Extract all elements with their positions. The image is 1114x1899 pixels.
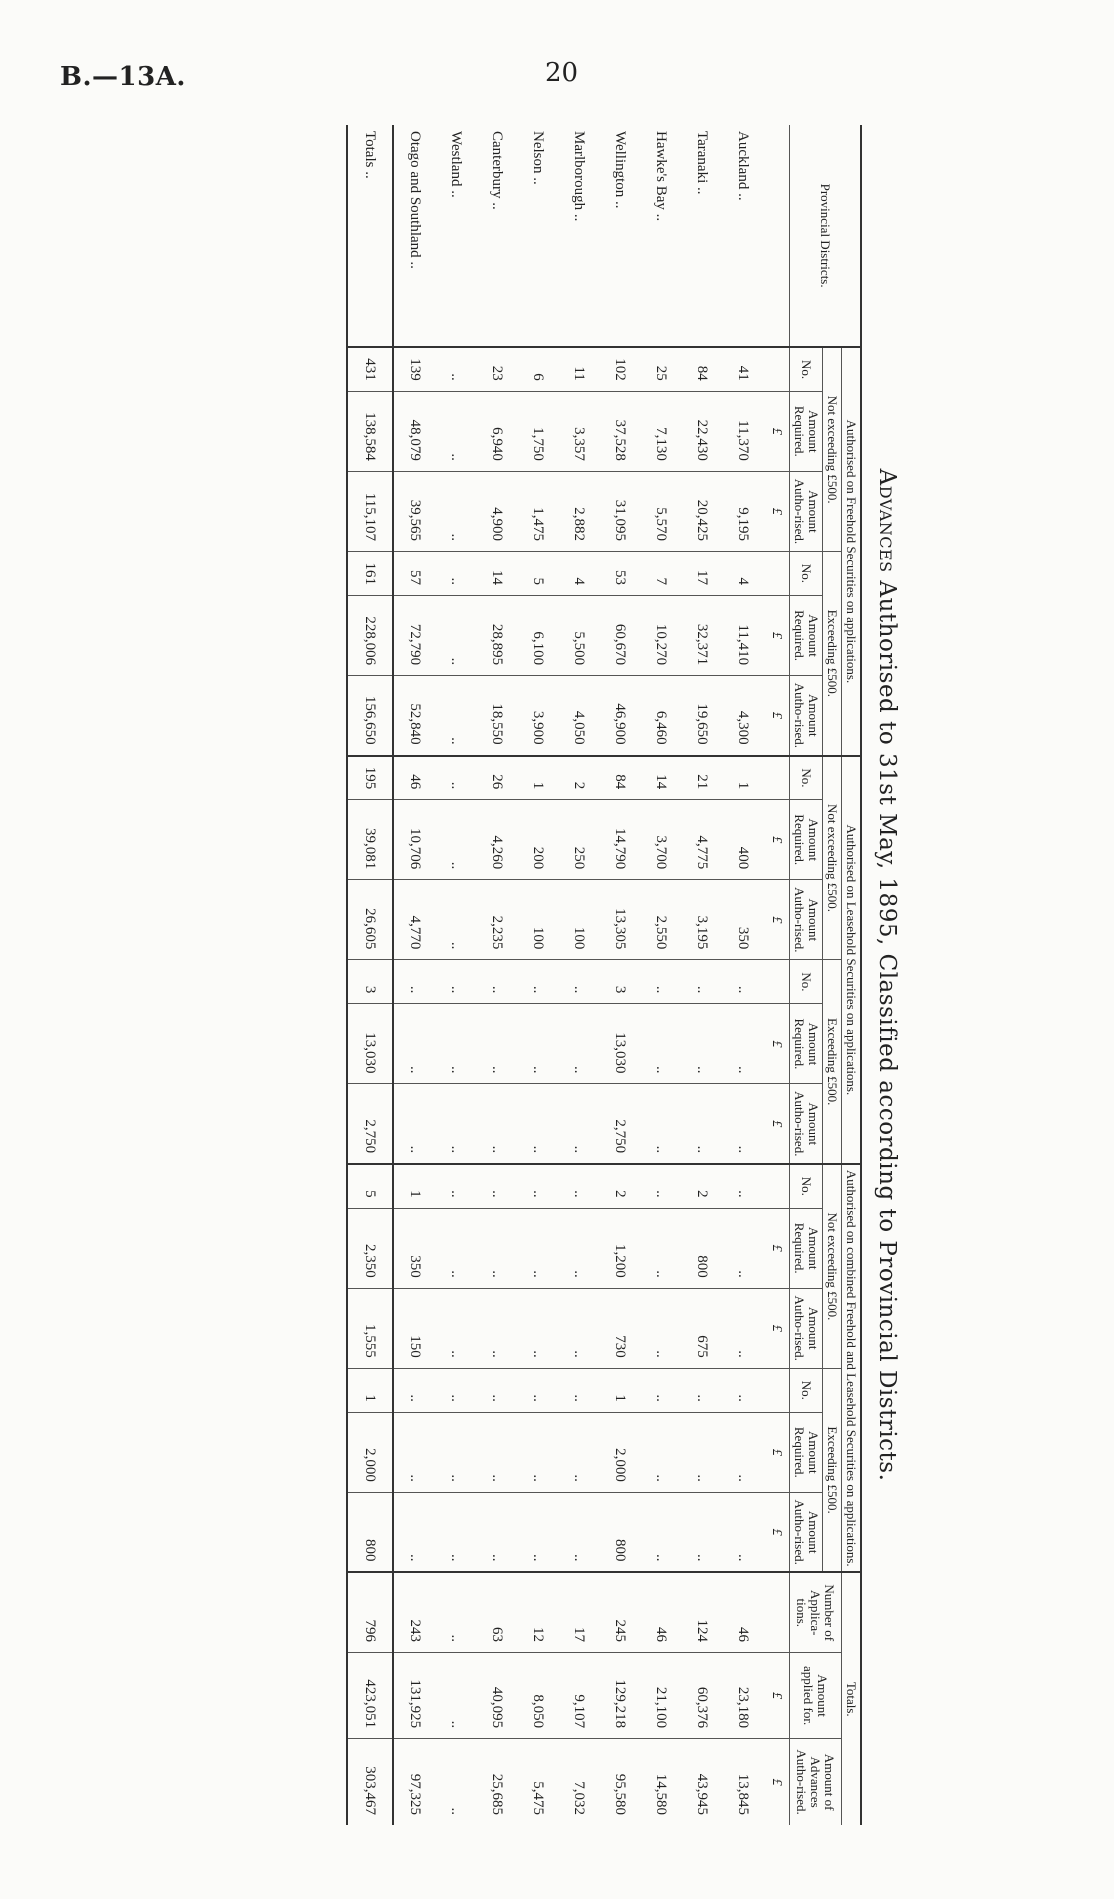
table-cell: ..	[435, 1653, 476, 1739]
table-cell: 60,670	[599, 596, 640, 676]
table-row	[517, 125, 558, 1825]
table-cell: 63	[476, 1572, 517, 1652]
table-cell: 5,500	[558, 596, 599, 676]
table-cell: 800	[347, 1492, 393, 1572]
table-cell: 7,130	[640, 391, 681, 471]
table-cell: ..	[435, 1492, 476, 1572]
table-cell: 138,584	[347, 391, 393, 471]
table-cell: ..	[393, 1368, 435, 1412]
table-cell: ..	[435, 1739, 476, 1825]
table-cell: 6	[517, 347, 558, 391]
district-name: Taranaki ..	[694, 131, 710, 195]
col-no: No.	[790, 1164, 823, 1208]
table-cell: 21,100	[640, 1653, 681, 1739]
table-cell: ..	[517, 1288, 558, 1368]
table-cell: ..	[476, 1492, 517, 1572]
table-cell: 431	[347, 347, 393, 391]
table-cell: ..	[558, 1164, 599, 1208]
table-body	[347, 125, 790, 1825]
table-cell: ..	[722, 1164, 763, 1208]
table-cell: 46	[722, 1572, 763, 1652]
table-cell: 19,650	[681, 676, 722, 756]
table-cell: 37,528	[599, 391, 640, 471]
table-cell: 10,270	[640, 596, 681, 676]
freehold-not-exceeding: Not exceeding £500.	[823, 347, 842, 551]
table-cell: 730	[599, 1288, 640, 1368]
table-cell: 46	[640, 1572, 681, 1652]
table-cell: 13,030	[599, 1004, 640, 1084]
table-cell: 1	[347, 1368, 393, 1412]
table-cell: 43,945	[681, 1739, 722, 1825]
table-cell: 12	[517, 1572, 558, 1652]
table-cell: 84	[681, 347, 722, 391]
col-required: Amount Required.	[790, 596, 823, 676]
table-cell: 26	[476, 756, 517, 800]
table-cell: 17	[681, 551, 722, 595]
table-cell: ..	[640, 1368, 681, 1412]
table-cell: ..	[476, 1412, 517, 1492]
table-cell: ..	[435, 756, 476, 800]
table-cell: ..	[558, 1288, 599, 1368]
table-cell: ..	[558, 1368, 599, 1412]
table-cell: ..	[722, 1412, 763, 1492]
table-row	[599, 125, 640, 1825]
col-authorised: Amount Autho-rised.	[790, 880, 823, 960]
col-no: No.	[790, 347, 823, 391]
table-cell: ..	[681, 1412, 722, 1492]
table-cell: ..	[393, 1412, 435, 1492]
table-cell: ..	[476, 1208, 517, 1288]
col-authorised: Amount Autho-rised.	[790, 471, 823, 551]
table-cell: 14	[640, 756, 681, 800]
table-cell: 39,565	[393, 471, 435, 551]
table-cell: 2,750	[347, 1084, 393, 1164]
table-cell: 150	[393, 1288, 435, 1368]
table-cell: 1	[517, 756, 558, 800]
table-cell: ..	[435, 596, 476, 676]
table-cell: 2,550	[640, 880, 681, 960]
district-name: Auckland ..	[735, 131, 751, 201]
totals-authorised-header: Amount of Advances Autho-rised.	[790, 1739, 842, 1825]
combined-not-exceeding: Not exceeding £500.	[823, 1164, 842, 1368]
table-cell: ..	[640, 1492, 681, 1572]
table-cell: 2,882	[558, 471, 599, 551]
table-cell: 7,032	[558, 1739, 599, 1825]
table-cell: 3,700	[640, 800, 681, 880]
district-name: Westland ..	[448, 131, 464, 198]
table-cell: ..	[517, 960, 558, 1004]
leasehold-exceeding: Exceeding £500.	[823, 960, 842, 1164]
table-cell: ..	[558, 1004, 599, 1084]
table-cell: 52,840	[393, 676, 435, 756]
table-cell: ..	[435, 347, 476, 391]
table-cell: ..	[681, 1492, 722, 1572]
table-cell: ..	[640, 1208, 681, 1288]
table-cell: 57	[393, 551, 435, 595]
table-cell: 13,030	[347, 1004, 393, 1084]
table-cell: 2,750	[599, 1084, 640, 1164]
table-cell: 23,180	[722, 1653, 763, 1739]
table-cell: ..	[722, 1084, 763, 1164]
col-required: Amount Required.	[790, 1412, 823, 1492]
table-cell: 1,555	[347, 1288, 393, 1368]
col-required: Amount Required.	[790, 391, 823, 471]
table-cell: 9,195	[722, 471, 763, 551]
table-cell: 102	[599, 347, 640, 391]
table-cell: 195	[347, 756, 393, 800]
table-cell: 2	[558, 756, 599, 800]
table-cell: 10,706	[393, 800, 435, 880]
table-cell: ..	[640, 1288, 681, 1368]
table-cell: 2	[599, 1164, 640, 1208]
table-cell: 5	[517, 551, 558, 595]
leasehold-header: Authorised on Leasehold Securities on applications.	[842, 756, 862, 1164]
table-cell: 13,305	[599, 880, 640, 960]
table-cell: ..	[393, 1492, 435, 1572]
freehold-exceeding: Exceeding £500.	[823, 551, 842, 755]
table-cell: 3,357	[558, 391, 599, 471]
table-title: Advances Authorised to 31st May, 1895, Classified according to Provincial Districts.	[874, 468, 900, 1482]
table-cell: 5,475	[517, 1739, 558, 1825]
district-name: Marlborough ..	[571, 131, 587, 222]
table-cell: 4	[558, 551, 599, 595]
col-authorised: Amount Autho-rised.	[790, 676, 823, 756]
table-cell: ..	[435, 391, 476, 471]
leasehold-not-exceeding: Not exceeding £500.	[823, 756, 842, 960]
district-name: Otago and Southland ..	[407, 131, 423, 269]
table-cell: 60,376	[681, 1653, 722, 1739]
col-no: No.	[790, 551, 823, 595]
table-cell: ..	[435, 960, 476, 1004]
table-cell: ..	[722, 1368, 763, 1412]
table-cell: ..	[476, 1164, 517, 1208]
table-cell: 1	[722, 756, 763, 800]
district-name: Wellington ..	[612, 131, 628, 209]
table-cell: ..	[722, 1288, 763, 1368]
table-cell: 3	[347, 960, 393, 1004]
table-row	[393, 125, 435, 1825]
table-cell: ..	[558, 960, 599, 1004]
table-cell: 100	[558, 880, 599, 960]
district-name: Hawke's Bay ..	[653, 131, 669, 222]
table-cell: 796	[347, 1572, 393, 1652]
table-cell: ..	[435, 800, 476, 880]
table-cell: 32,371	[681, 596, 722, 676]
table-cell: 4,775	[681, 800, 722, 880]
table-cell: 6,100	[517, 596, 558, 676]
table-row	[640, 125, 681, 1825]
table-cell: ..	[558, 1412, 599, 1492]
table-cell: ..	[517, 1084, 558, 1164]
table-cell: 2,350	[347, 1208, 393, 1288]
table-cell: 200	[517, 800, 558, 880]
table-cell: 228,006	[347, 596, 393, 676]
table-cell: ..	[435, 1208, 476, 1288]
table-cell: 22,430	[681, 391, 722, 471]
col-no: No.	[790, 756, 823, 800]
table-cell: 4,900	[476, 471, 517, 551]
table-cell: 3	[599, 960, 640, 1004]
table-cell: 4,300	[722, 676, 763, 756]
page-number: 20	[545, 58, 579, 88]
table-cell: ..	[722, 1492, 763, 1572]
table-cell: ..	[558, 1492, 599, 1572]
table-cell: 3,195	[681, 880, 722, 960]
table-cell: 1	[393, 1164, 435, 1208]
table-cell: 7	[640, 551, 681, 595]
table-cell: 129,218	[599, 1653, 640, 1739]
table-cell: 800	[599, 1492, 640, 1572]
table-cell: 131,925	[393, 1653, 435, 1739]
table-cell: 115,107	[347, 471, 393, 551]
table-cell: 21	[681, 756, 722, 800]
table-cell: ..	[722, 1004, 763, 1084]
table-cell: 1,200	[599, 1208, 640, 1288]
table-cell: 18,550	[476, 676, 517, 756]
table-cell: ..	[435, 676, 476, 756]
table-cell: 28,895	[476, 596, 517, 676]
table-cell: 13,845	[722, 1739, 763, 1825]
table-cell: ..	[640, 1412, 681, 1492]
table-cell: 243	[393, 1572, 435, 1652]
table-cell: 1	[599, 1368, 640, 1412]
col-required: Amount Required.	[790, 1208, 823, 1288]
table-cell: 100	[517, 880, 558, 960]
totals-row	[347, 125, 393, 1825]
table-cell: ..	[558, 1084, 599, 1164]
table-cell: 8,050	[517, 1653, 558, 1739]
table-cell: ..	[640, 960, 681, 1004]
table-cell: ..	[681, 1368, 722, 1412]
table-cell: 4,260	[476, 800, 517, 880]
table-cell: ..	[435, 1004, 476, 1084]
table-cell: 675	[681, 1288, 722, 1368]
table-cell: ..	[722, 960, 763, 1004]
table-cell: ..	[681, 960, 722, 1004]
table-cell: 95,580	[599, 1739, 640, 1825]
table-cell: 14,790	[599, 800, 640, 880]
table-cell: 9,107	[558, 1653, 599, 1739]
col-authorised: Amount Autho-rised.	[790, 1084, 823, 1164]
table-cell: ..	[517, 1412, 558, 1492]
table-cell: 2,000	[599, 1412, 640, 1492]
table-cell: ..	[517, 1368, 558, 1412]
table-cell: 3,900	[517, 676, 558, 756]
table-cell: ..	[435, 1084, 476, 1164]
table-cell: 423,051	[347, 1653, 393, 1739]
district-header: Provincial Districts.	[790, 125, 862, 347]
totals-number-header: Number of Applica-tions.	[790, 1572, 842, 1652]
table-cell: 4	[722, 551, 763, 595]
table-cell: 5	[347, 1164, 393, 1208]
totals-applied-header: Amount applied for.	[790, 1653, 842, 1739]
table-cell: 14,580	[640, 1739, 681, 1825]
col-required: Amount Required.	[790, 800, 823, 880]
table-cell: ..	[435, 1368, 476, 1412]
table-cell: ..	[640, 1084, 681, 1164]
table-cell: ..	[681, 1004, 722, 1084]
table-cell: 6,940	[476, 391, 517, 471]
table-cell: ..	[640, 1004, 681, 1084]
table-cell: 4,770	[393, 880, 435, 960]
table-cell: 17	[558, 1572, 599, 1652]
table-cell: 139	[393, 347, 435, 391]
table-cell: ..	[476, 1004, 517, 1084]
col-authorised: Amount Autho-rised.	[790, 1492, 823, 1572]
table-cell: ..	[517, 1492, 558, 1572]
table-cell: 97,325	[393, 1739, 435, 1825]
table-cell: ..	[435, 551, 476, 595]
table-cell: ..	[435, 1412, 476, 1492]
table-cell: 124	[681, 1572, 722, 1652]
table-cell: 161	[347, 551, 393, 595]
table-row	[476, 125, 517, 1825]
table-cell: ..	[476, 1368, 517, 1412]
table-cell: 23	[476, 347, 517, 391]
table-cell: 156,650	[347, 676, 393, 756]
col-required: Amount Required.	[790, 1004, 823, 1084]
table-cell: 26,605	[347, 880, 393, 960]
table-cell: 250	[558, 800, 599, 880]
table-cell: ..	[393, 960, 435, 1004]
table-cell: 39,081	[347, 800, 393, 880]
table-row	[681, 125, 722, 1825]
table-cell: ..	[722, 1208, 763, 1288]
table-cell: 25,685	[476, 1739, 517, 1825]
table-cell: ..	[476, 1288, 517, 1368]
table-cell: ..	[476, 960, 517, 1004]
col-no: No.	[790, 1368, 823, 1412]
table-cell: 11,370	[722, 391, 763, 471]
table-cell: 5,570	[640, 471, 681, 551]
table-cell: 2	[681, 1164, 722, 1208]
page-reference: B.—13A.	[60, 62, 186, 92]
table-cell: ..	[435, 1288, 476, 1368]
table-cell: 53	[599, 551, 640, 595]
table-cell: 350	[393, 1208, 435, 1288]
table-cell: 2,235	[476, 880, 517, 960]
advances-table	[346, 125, 862, 1825]
table-cell: 11,410	[722, 596, 763, 676]
district-name: Totals ..	[347, 125, 393, 347]
table-cell: 41	[722, 347, 763, 391]
table-cell: 40,095	[476, 1653, 517, 1739]
table-cell: ..	[517, 1004, 558, 1084]
table-cell: ..	[435, 1572, 476, 1652]
table-row	[435, 125, 476, 1825]
combined-header: Authorised on combined Freehold and Leasehold Securities on applications.	[842, 1164, 862, 1572]
table-cell: 303,467	[347, 1739, 393, 1825]
table-cell: ..	[517, 1208, 558, 1288]
table-cell: ..	[681, 1084, 722, 1164]
district-name: Canterbury ..	[489, 131, 505, 210]
table-cell: 1,475	[517, 471, 558, 551]
unit-row: £ £ £ £ £ £ £ £ £ £ £ £ £ £	[763, 125, 790, 1825]
table-cell: 20,425	[681, 471, 722, 551]
table-cell: 400	[722, 800, 763, 880]
table-cell: ..	[435, 471, 476, 551]
table-cell: 48,079	[393, 391, 435, 471]
table-cell: 46	[393, 756, 435, 800]
table-cell: 2,000	[347, 1412, 393, 1492]
totals-header: Totals.	[842, 1572, 862, 1825]
table-row	[722, 125, 763, 1825]
table-row	[558, 125, 599, 1825]
table-cell: ..	[393, 1084, 435, 1164]
table-cell: 245	[599, 1572, 640, 1652]
table-cell: 46,900	[599, 676, 640, 756]
freehold-header: Authorised on Freehold Securities on applications.	[842, 347, 862, 755]
table-cell: 25	[640, 347, 681, 391]
combined-exceeding: Exceeding £500.	[823, 1368, 842, 1572]
table-cell: ..	[476, 1084, 517, 1164]
table-cell: 84	[599, 756, 640, 800]
table-cell: 350	[722, 880, 763, 960]
table-cell: 1,750	[517, 391, 558, 471]
table-cell: ..	[435, 880, 476, 960]
table-cell: 4,050	[558, 676, 599, 756]
col-no: No.	[790, 960, 823, 1004]
table-cell: ..	[517, 1164, 558, 1208]
table-cell: 72,790	[393, 596, 435, 676]
table-cell: 6,460	[640, 676, 681, 756]
table-cell: 11	[558, 347, 599, 391]
table-cell: 31,095	[599, 471, 640, 551]
district-name: Nelson ..	[530, 131, 546, 185]
table-cell: 800	[681, 1208, 722, 1288]
table-cell: ..	[640, 1164, 681, 1208]
table-cell: ..	[393, 1004, 435, 1084]
table-cell: 14	[476, 551, 517, 595]
col-authorised: Amount Autho-rised.	[790, 1288, 823, 1368]
table-cell: ..	[435, 1164, 476, 1208]
table-cell: ..	[558, 1208, 599, 1288]
